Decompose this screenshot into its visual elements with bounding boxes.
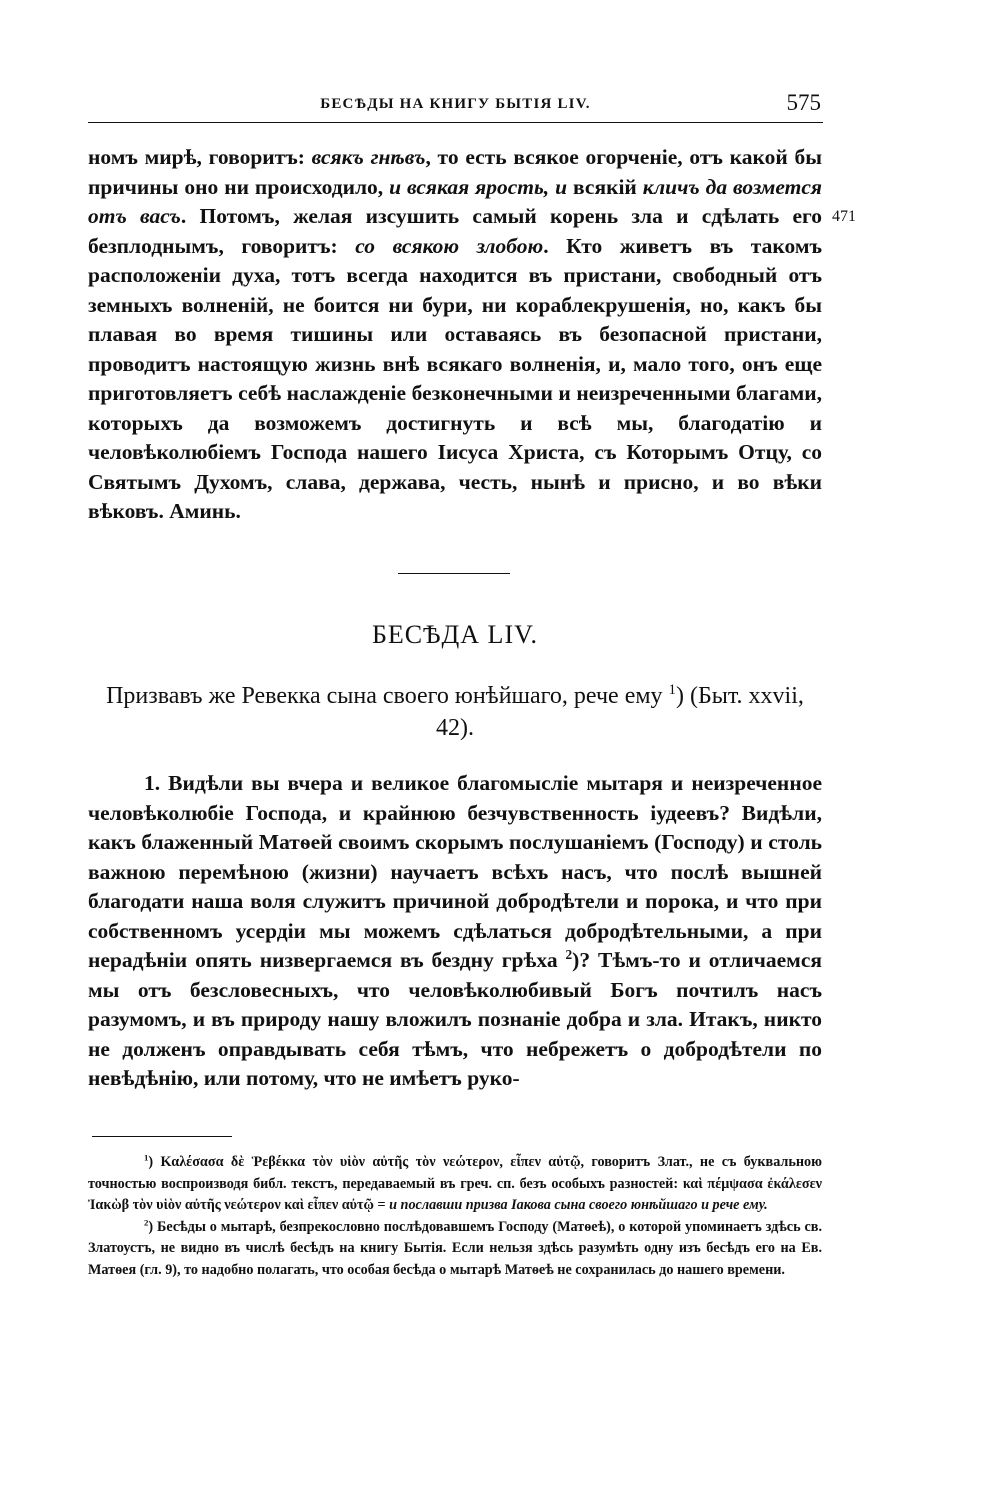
text-run: )? Тѣмъ-то и отличаемся мы отъ безсловесныхъ, что человѣколюбивый Богъ почтилъ насъ разумомъ, и въ природу нашу вложилъ познаніе добра и зла. Итакъ, никто не долженъ оправдывать себя тѣмъ, что небрежетъ о добродѣтели по невѣдѣнію, или потому, что не имѣетъ руко-	[88, 948, 822, 1090]
section-divider	[398, 573, 510, 574]
running-head	[88, 92, 823, 122]
footnotes	[88, 1152, 822, 1282]
footnote-marker: 1	[144, 1152, 149, 1163]
section-1-paragraph	[88, 769, 822, 1094]
footnote-ref[interactable]: 2	[565, 946, 573, 962]
epigraph-reference: ) (Быт. xxvii, 42).	[436, 683, 804, 741]
sermon-title: БЕСѢДА LIV.	[371, 620, 539, 649]
margin-page-reference: 471	[832, 208, 856, 225]
footnote-marker: 2	[144, 1217, 149, 1228]
continuation-paragraph	[88, 143, 822, 527]
page-number: 575	[786, 90, 821, 115]
text-run: . Потомъ, желая изсушить самый корень зла и сдѣлать его безплоднымъ, говоритъ:	[88, 204, 822, 258]
text-run: . Кто живетъ въ такомъ расположеніи духа, тотъ всегда находится въ пристани, свободный отъ земныхъ волненій, не боится ни бури, ни кораблекрушенія, но, какъ бы плавая во время тишины или оставаясь въ безопасной пристани, проводитъ настоящую жизнь внѣ всякаго волненія, и, мало того, онъ еще приготовляетъ себѣ наслажденіе безконечными и неизреченными благами, которыхъ да возможемъ достигнуть и всѣ мы, благодатію и человѣколюбіемъ Господа нашего Іисуса Христа, съ Которымъ Отцу, со Святымъ Духомъ, слава, держава, честь, нынѣ и присно, и во вѣки вѣковъ. Аминь.	[88, 233, 823, 523]
text-run: всякій	[567, 174, 643, 199]
footnote-1	[88, 1152, 822, 1217]
running-title: БЕСѢДЫ НА КНИГУ БЫТІЯ LIV.	[320, 96, 591, 112]
footnote-text: ) Бесѣды о мытарѣ, безпрекословно послѣдовавшемъ Господу (Матѳеѣ), о которой упоминаетъ здѣсь св. Златоустъ, не видно въ числѣ бесѣдъ на книгу Бытія. Если нельзя здѣсь разумѣть одну изъ бесѣдъ его на Ев. Матѳея (гл. 9), то надобно полагать, что особая бесѣда о мытарѣ Матѳеѣ не сохранилась до нашего времени.	[88, 1218, 822, 1278]
scripture-quote: кличъ да возмется отъ васъ	[88, 174, 822, 228]
footnote-slavonic-quote: и пославши призва Іакова сына своего юнѣйшаго и рече ему.	[389, 1197, 768, 1214]
footnote-2	[88, 1217, 822, 1282]
scripture-quote: всякъ гнѣвъ	[311, 145, 426, 169]
sermon-epigraph	[88, 680, 822, 744]
text-run: , то есть всякое огорченіе, отъ какой бы причины оно ни происходило,	[88, 145, 823, 199]
footnote-text: ) Καλέσασα δὲ Ῥεβέκκα τὸν υἱὸν αὐτῆς τὸν νεώτερον, εἶπεν αὐτῷ, говоритъ Злат., не съ буквальною точностью воспроизводя библ. текстъ, передаваемый въ греч. сп. безъ особыхъ разностей: καὶ πέμψασα ἐκάλεσεν Ἰακὼβ τὸν υἱὸν αὐτῆς νεώτερον καὶ εἶπεν αὐτῷ =	[88, 1154, 822, 1214]
text-run: 1. Видѣли вы вчера и великое благомысліе мытаря и неизреченное человѣколюбіе Господа, и крайнюю безчувственность іудеевъ? Видѣли, какъ блаженный Матѳей своимъ скорымъ послушаніемъ (Господу) и столь важною перемѣною (жизни) научаетъ всѣхъ насъ, что послѣ вышней благодати наша воля служитъ причиной добродѣтели и порока, и что при собственномъ усердіи мы можемъ сдѣлаться добродѣтельными, а при нерадѣніи опять низвергаемся въ бездну грѣха	[88, 771, 822, 972]
scripture-quote: со всякою злобою	[355, 233, 544, 258]
header-rule	[88, 122, 823, 123]
footnote-ref[interactable]: 1	[668, 682, 676, 698]
scripture-quote: и всякая ярость, и	[389, 174, 568, 199]
text-run: номъ мирѣ, говоритъ:	[88, 145, 312, 169]
epigraph-text: Призвавъ же Ревекка сына своего юнѣйшаго, рече ему	[106, 683, 669, 709]
footnote-rule	[92, 1136, 232, 1137]
